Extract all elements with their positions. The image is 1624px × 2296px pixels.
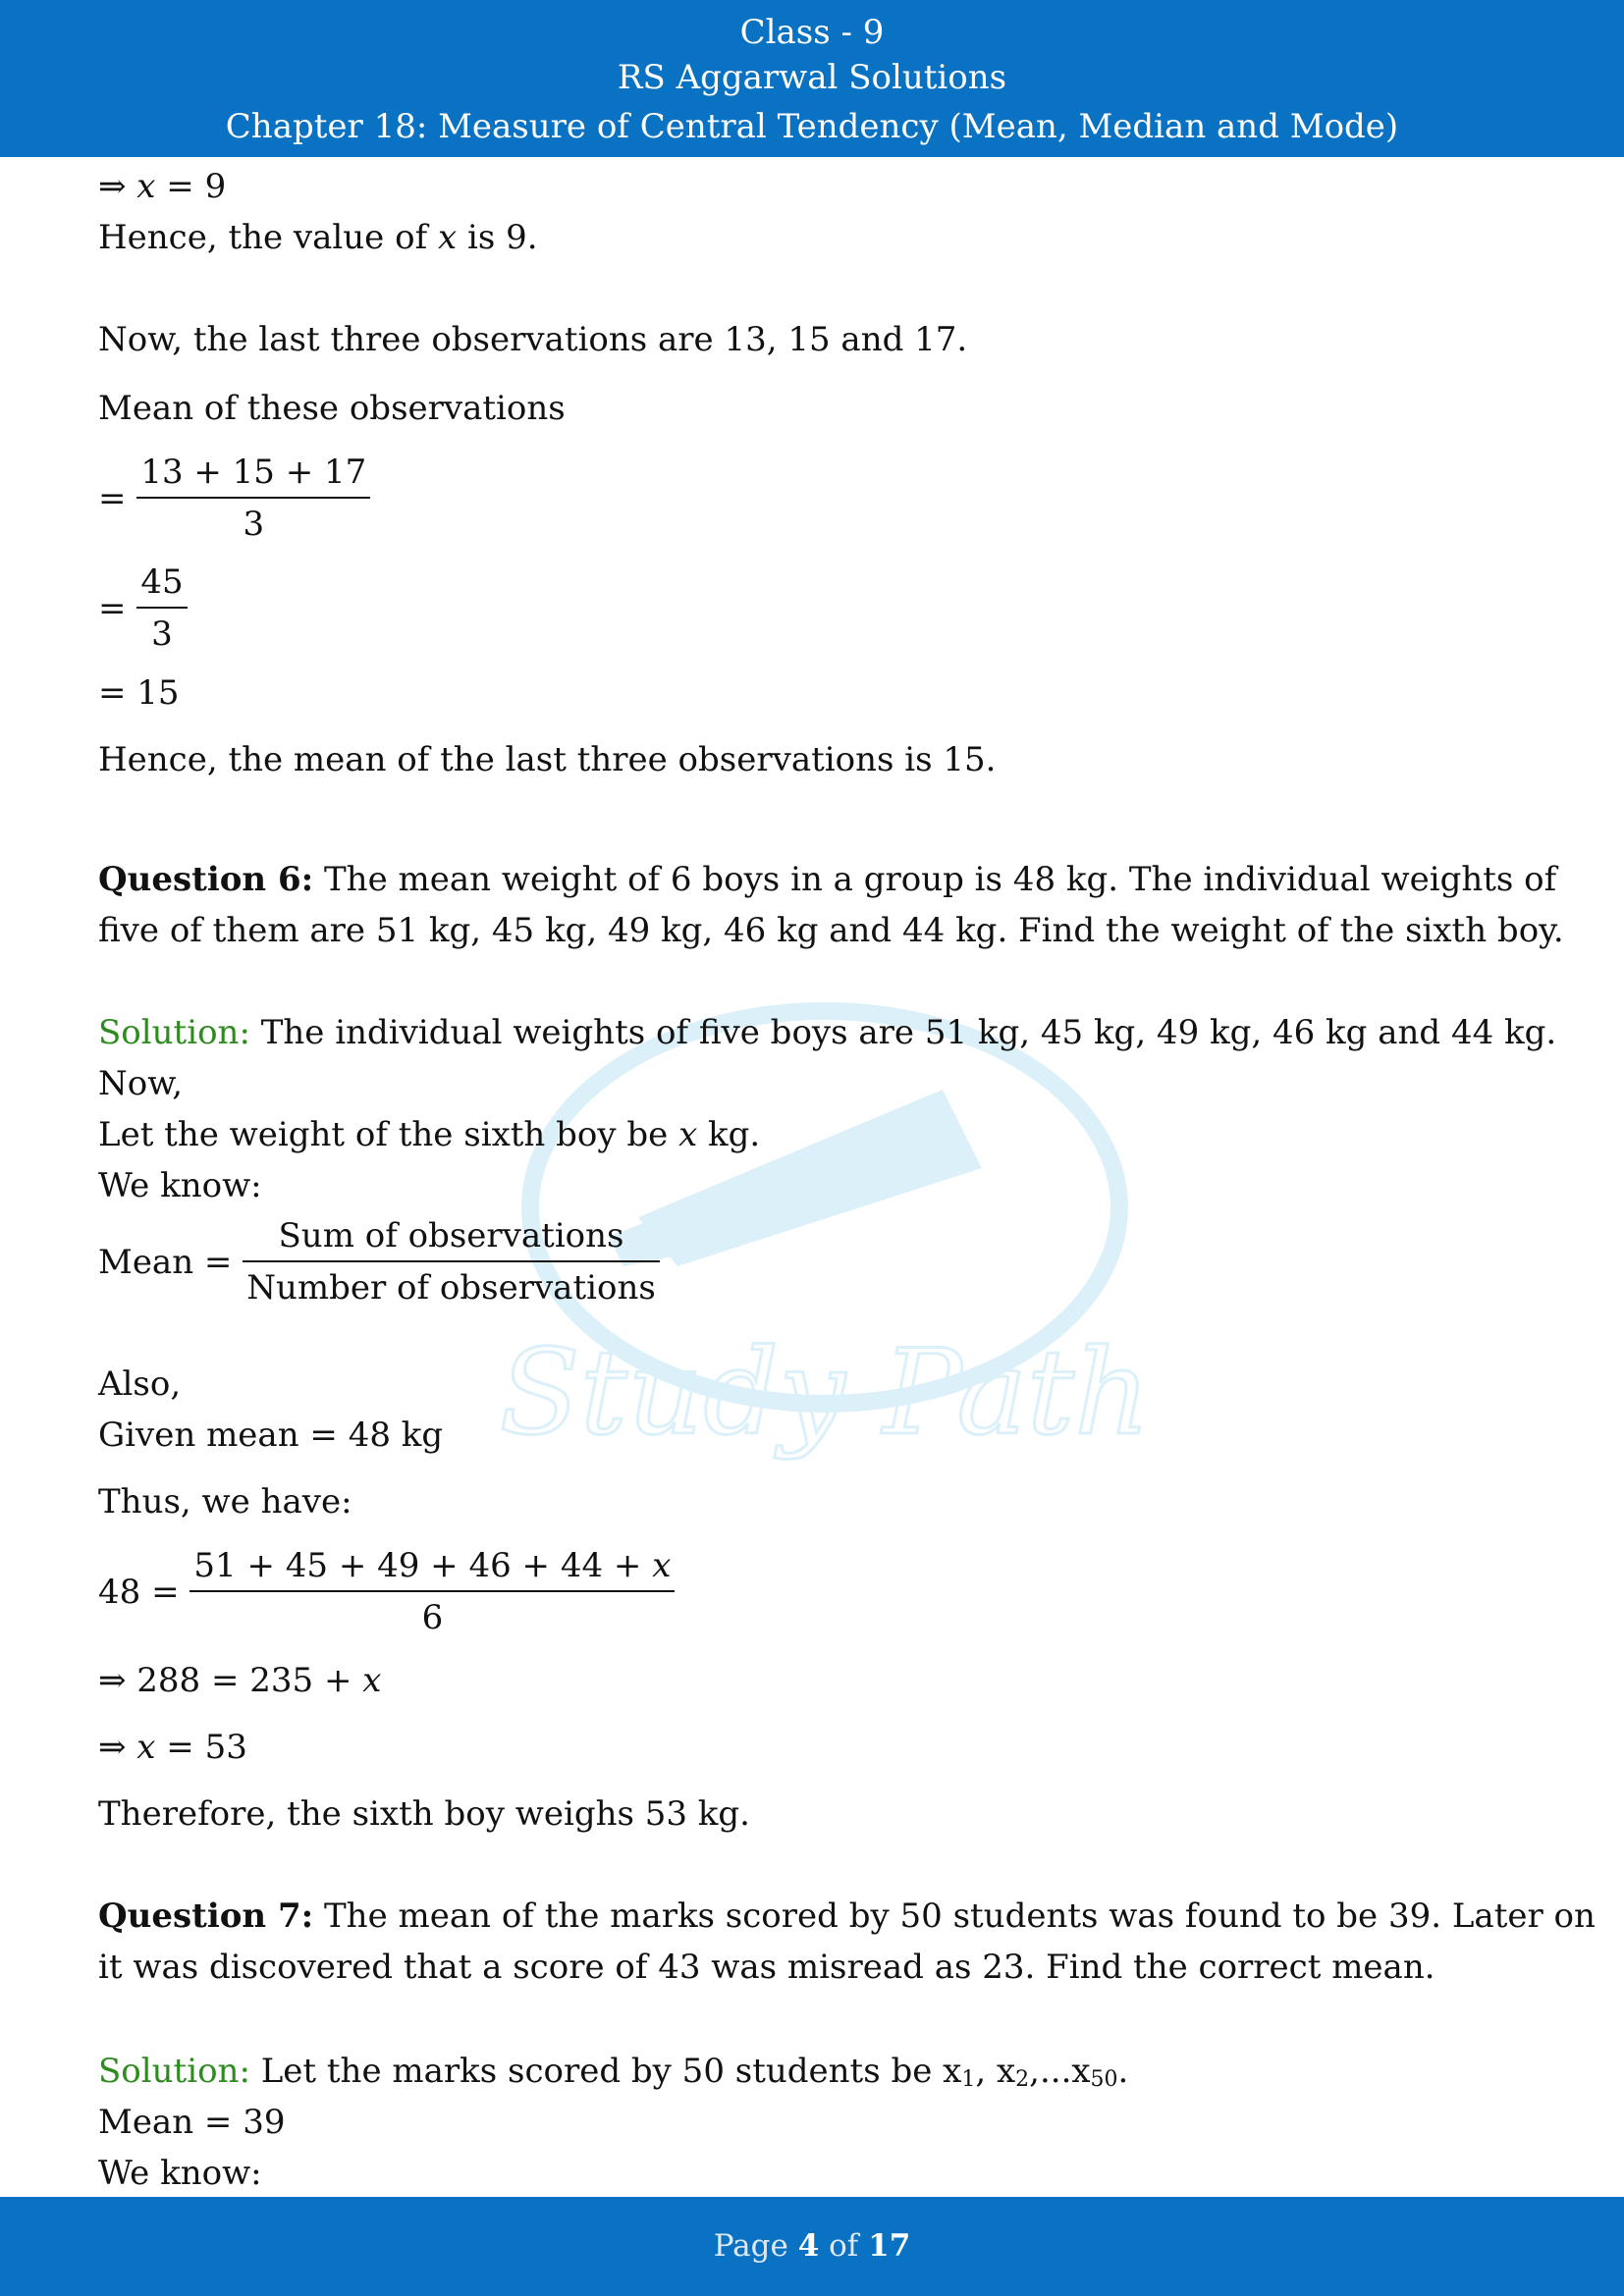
last-three-observations: Now, the last three observations are 13, 15 and 17. — [98, 320, 968, 359]
solution-6-let-weight: Let the weight of the sixth boy be x kg. — [98, 1115, 761, 1154]
header-class: Class - 9 — [739, 13, 885, 52]
header-chapter: Chapter 18: Measure of Central Tendency (Mean, Median and Mode) — [225, 107, 1399, 146]
solution-7-label: Solution: — [98, 2052, 250, 2091]
equation-48-fraction: 48 = $\frac{\text{51 + 45 + 49 + 46 + 44 + 𝑥}}{6}$ — [98, 1541, 675, 1643]
solution-6-label: Solution: — [98, 1013, 250, 1052]
question-6-label: Question 6: — [98, 860, 314, 899]
solution-6-now: Now, — [98, 1064, 184, 1103]
current-page-number: 4 — [797, 2228, 820, 2264]
mean-result-statement: Hence, the mean of the last three observations is 15. — [98, 740, 997, 779]
given-mean: Given mean = 48 kg — [98, 1415, 444, 1455]
step-x-equals-9: ⇒ 𝑥 = 9 — [98, 167, 227, 206]
page-footer: Page 4 of 17 — [0, 2197, 1624, 2296]
mean-of-observations-label: Mean of these observations — [98, 389, 566, 428]
solution-6-we-know: We know: — [98, 1166, 262, 1205]
question-6-line-1: Question 6: The mean weight of 6 boys in a group is 48 kg. The individual weights of — [98, 860, 1557, 899]
question-7-line-1: Question 7: The mean of the marks scored by 50 students was found to be 39. Later on — [98, 1896, 1596, 1936]
solution-6-also: Also, — [98, 1364, 182, 1404]
fraction-sum-over-3: = $\frac{13 + 15 + 17}{3}$ — [98, 448, 370, 550]
mean-formula: Mean = $\frac{\text{Sum of observations}}{\text{Number of observations}}$ — [98, 1211, 660, 1313]
mean-equals-39: Mean = 39 — [98, 2103, 286, 2142]
total-pages: 17 — [868, 2228, 911, 2264]
fraction-45-over-3: = $\frac{45}{3}$ — [98, 558, 188, 660]
step-x-equals-53: ⇒ 𝑥 = 53 — [98, 1728, 247, 1767]
watermark-text: Study Path — [499, 1325, 1151, 1462]
fraction-denominator: 3 — [136, 607, 187, 660]
step-288: ⇒ 288 = 235 + 𝑥 — [98, 1661, 382, 1700]
fraction-denominator: Number of observations — [243, 1260, 660, 1313]
equals-15: = 15 — [98, 673, 180, 713]
fraction-denominator: 3 — [136, 497, 370, 550]
fraction-numerator: Sum of observations — [278, 1216, 624, 1255]
question-7-label: Question 7: — [98, 1896, 314, 1936]
question-7-line-2: it was discovered that a score of 43 was misread as 23. Find the correct mean. — [98, 1948, 1435, 1987]
solution-7-line-1: Solution: Let the marks scored by 50 students be $x_1$, $x_2,...x_{50}$. — [98, 2052, 1129, 2092]
variable-x: x — [437, 218, 458, 257]
header-book: RS Aggarwal Solutions — [617, 58, 1007, 97]
fraction-numerator: 13 + 15 + 17 — [140, 453, 367, 492]
value-of-x-statement: Hence, the value of x is 9. — [98, 218, 538, 257]
solution-7-we-know: We know: — [98, 2154, 262, 2193]
solution-6-line-1: Solution: The individual weights of five boys are 51 kg, 45 kg, 49 kg, 46 kg and 44 kg. — [98, 1013, 1557, 1052]
fraction-numerator: 51 + 45 + 49 + 46 + 44 + 𝑥 — [193, 1546, 672, 1585]
thus-we-have: Thus, we have: — [98, 1482, 352, 1522]
sixth-boy-result: Therefore, the sixth boy weighs 53 kg. — [98, 1794, 750, 1834]
fraction-numerator: 45 — [140, 562, 184, 602]
fraction-denominator: 6 — [189, 1590, 675, 1643]
page-header — [0, 0, 1624, 157]
variable-x: x — [678, 1115, 698, 1154]
question-6-line-2: five of them are 51 kg, 45 kg, 49 kg, 46 kg and 44 kg. Find the weight of the sixth boy. — [98, 911, 1564, 950]
